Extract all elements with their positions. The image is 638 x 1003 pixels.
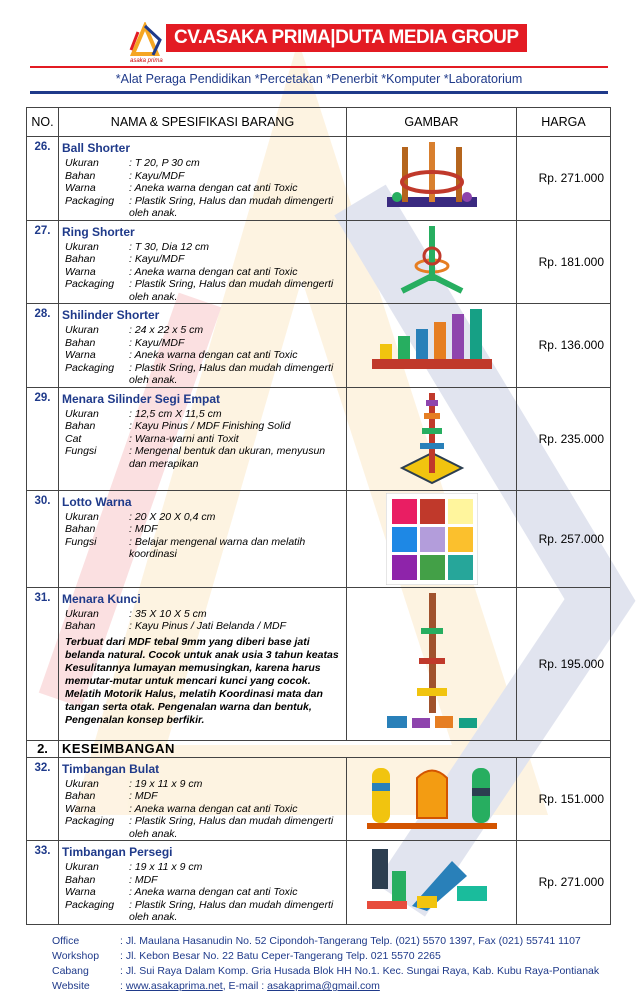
spec-list: Ukuran : T 30, Dia 12 cm Bahan : Kayu/MDF Warna : Aneka warna dengan cat anti Toxic Packaging : Plastik Sring, Halus dan mudah dimengerti oleh anak. xyxy=(65,240,334,303)
table-row xyxy=(27,841,611,925)
spec-list: Ukuran : 19 x 11 x 9 cm Bahan : MDF Warna : Aneka warna dengan cat anti Toxic Packaging : Plastik Sring, Halus dan mudah dimengerti oleh anak. xyxy=(65,777,334,840)
spec-list: Ukuran : 12,5 cm X 11,5 cm Bahan : Kayu Pinus / MDF Finishing Solid Cat : Warna-warni anti Toxit Fungsi : Mengenal bentuk dan ukuran, menyusun dan merapikan xyxy=(65,407,326,470)
tagline: *Alat Peraga Pendidikan *Percetakan *Penerbit *Komputer *Laboratorium xyxy=(115,72,523,86)
item-no: 27. xyxy=(27,220,59,304)
footer-website: Website : www.asakaprima.net, E-mail : asakaprima@gmail.com xyxy=(52,980,380,992)
lotto-warna-image xyxy=(386,493,478,585)
spec-list: Ukuran : 35 X 10 X 5 cm Bahan : Kayu Pinus / Jati Belanda / MDF xyxy=(65,607,286,632)
menara-silinder-image xyxy=(392,388,472,488)
item-desc xyxy=(59,587,347,740)
item-name: Menara Kunci xyxy=(62,591,141,606)
col-no: NO. xyxy=(27,108,59,137)
logo-text: asaka prima xyxy=(130,58,163,64)
item-image xyxy=(347,587,517,740)
item-note: Terbuat dari MDF tebal 9mm yang diberi base jati belanda natural. Cocok untuk anak usia 3 tahun keatas Kesulitannya lumayan memusingkan, karena harus memutar-mutar untuk mencari kunci yang cocok. Melatih Motorik Halus, melatih Koordinasi mata dan tangan serta otak. Pengenalan warna dan bentuk, Pengenalan konsep berfikir. xyxy=(65,635,339,726)
timbangan-persegi-image xyxy=(357,841,507,917)
item-desc xyxy=(59,220,347,304)
item-name: Ball Shorter xyxy=(62,141,131,155)
item-no: 30. xyxy=(27,490,59,587)
item-name: Lotto Warna xyxy=(62,494,132,509)
ring-shorter-image xyxy=(382,221,482,299)
website-link[interactable]: www.asakaprima.net xyxy=(125,980,223,992)
item-image xyxy=(347,757,517,841)
item-desc xyxy=(59,304,347,388)
item-price: Rp. 151.000 xyxy=(517,757,611,841)
table-row xyxy=(27,304,611,388)
item-name: Timbangan Persegi xyxy=(62,845,173,859)
spec-list: Ukuran : 19 x 11 x 9 cm Bahan : MDF Warna : Aneka warna dengan cat anti Toxic Packaging : Plastik Sring, Halus dan mudah dimengerti oleh anak. xyxy=(65,861,334,923)
item-image xyxy=(347,387,517,490)
item-price: Rp. 271.000 xyxy=(517,137,611,221)
item-no: 29. xyxy=(27,387,59,490)
page-footer xyxy=(52,934,599,994)
table-row xyxy=(27,490,611,587)
item-no: 26. xyxy=(27,137,59,221)
col-price: HARGA xyxy=(517,108,611,137)
divider-red xyxy=(30,66,608,68)
table-row xyxy=(27,387,611,490)
item-image xyxy=(347,220,517,304)
section-no: 2. xyxy=(27,740,59,757)
item-desc xyxy=(59,490,347,587)
item-desc xyxy=(59,137,347,221)
item-price: Rp. 195.000 xyxy=(517,587,611,740)
table-row xyxy=(27,220,611,304)
shilinder-shorter-image xyxy=(362,304,502,378)
item-no: 28. xyxy=(27,304,59,388)
page-header xyxy=(0,0,638,98)
brand-name: CV.ASAKA PRIMA|DUTA MEDIA GROUP xyxy=(166,24,527,52)
section-title: KESEIMBANGAN xyxy=(59,740,611,757)
item-desc xyxy=(59,841,347,925)
ball-shorter-image xyxy=(377,137,487,215)
table-row xyxy=(27,137,611,221)
item-name: Menara Silinder Segi Empat xyxy=(62,391,221,406)
spec-list: Ukuran : 24 x 22 x 5 cm Bahan : Kayu/MDF Warna : Aneka warna dengan cat anti Toxic Packaging : Plastik Sring, Halus dan mudah dimengerti oleh anak. xyxy=(65,324,334,386)
item-price: Rp. 136.000 xyxy=(517,304,611,388)
section-row xyxy=(27,740,611,757)
spec-list: Ukuran : T 20, P 30 cm Bahan : Kayu/MDF Warna : Aneka warna dengan cat anti Toxic Packaging : Plastik Sring, Halus dan mudah dimengerti oleh anak. xyxy=(65,157,334,219)
item-price: Rp. 257.000 xyxy=(517,490,611,587)
item-name: Ring Shorter xyxy=(62,224,135,239)
item-price: Rp. 271.000 xyxy=(517,841,611,925)
timbangan-bulat-image xyxy=(357,758,507,836)
company-logo-icon xyxy=(127,22,163,58)
spec-list: Ukuran : 20 X 20 X 0,4 cm Bahan : MDF Fungsi : Belajar mengenal warna dan melatih koordinasi xyxy=(65,510,306,560)
item-desc xyxy=(59,757,347,841)
item-price: Rp. 235.000 xyxy=(517,387,611,490)
item-name: Timbangan Bulat xyxy=(62,761,160,776)
footer-cabang: Cabang : Jl. Sui Raya Dalam Komp. Gria Husada Blok HH No.1. Kec. Sungai Raya, Kab. Kubu Raya-Pontianak xyxy=(52,965,600,977)
item-image xyxy=(347,304,517,388)
item-no: 31. xyxy=(27,587,59,740)
col-name: NAMA & SPESIFIKASI BARANG xyxy=(59,108,347,137)
item-desc xyxy=(59,387,347,490)
divider-blue xyxy=(30,91,608,94)
menara-kunci-image xyxy=(377,588,487,736)
item-image xyxy=(347,490,517,587)
item-price: Rp. 181.000 xyxy=(517,220,611,304)
item-image xyxy=(347,841,517,925)
item-no: 33. xyxy=(27,841,59,925)
table-header-row xyxy=(27,108,611,137)
col-image: GAMBAR xyxy=(347,108,517,137)
footer-workshop: Workshop : Jl. Kebon Besar No. 22 Batu Ceper-Tangerang Telp. 021 5570 2265 xyxy=(52,950,441,962)
product-table xyxy=(26,107,611,925)
footer-office: Office : Jl. Maulana Hasanudin No. 52 Cipondoh-Tangerang Telp. (021) 5570 1397, Fax (021) 55741 1107 xyxy=(52,935,581,947)
item-no: 32. xyxy=(27,757,59,841)
table-row xyxy=(27,587,611,740)
item-image xyxy=(347,137,517,221)
email-link[interactable]: asakaprima@gmail.com xyxy=(267,980,380,992)
item-name: Shilinder Shorter xyxy=(62,308,160,322)
table-row xyxy=(27,757,611,841)
